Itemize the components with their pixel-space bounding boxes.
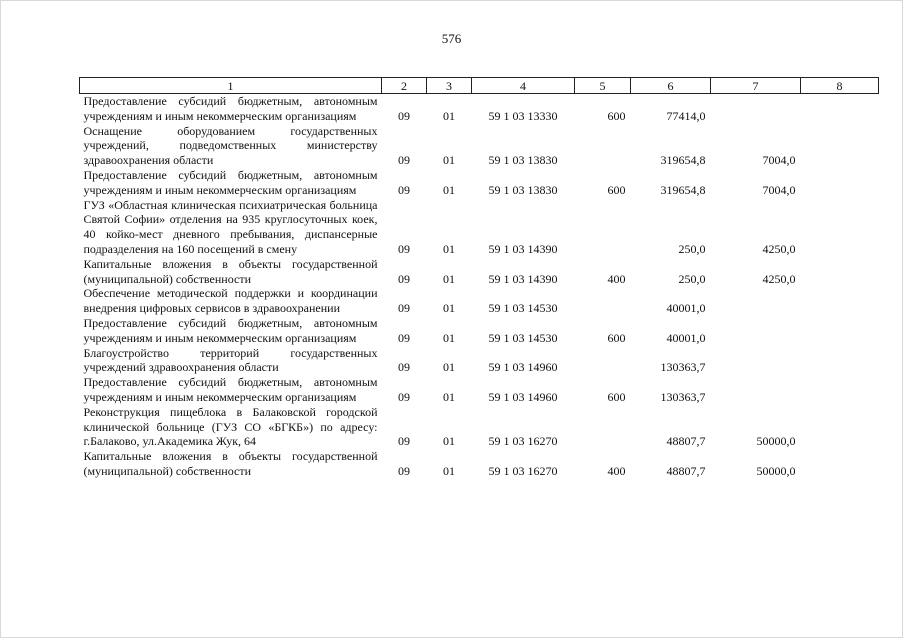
header-col-6: 6 xyxy=(631,78,711,94)
row-target-article: 59 1 03 16270 xyxy=(488,463,558,478)
row-amount-6: 250,0 xyxy=(678,271,706,286)
header-col-7: 7 xyxy=(711,78,801,94)
row-target-article: 59 1 03 16270 xyxy=(488,434,558,449)
row-name: ГУЗ «Областная клиническая психиатрическая больница Святой Софии» отделения на 935 круглосуточных коек, 40 койко-мест дневного пребывания, диспансерные подразделения на 160 посещений в смену xyxy=(83,197,378,256)
row-amount-7: 7004,0 xyxy=(762,182,796,197)
row-subsection: 01 xyxy=(443,301,455,316)
row-subsection: 01 xyxy=(443,241,455,256)
row-expense-type: 600 xyxy=(607,330,626,345)
row-expense-type xyxy=(575,346,631,376)
row-target-article: 59 1 03 13830 xyxy=(488,182,558,197)
row-amount-6: 77414,0 xyxy=(666,108,706,123)
row-amount-6: 130363,7 xyxy=(660,389,706,404)
row-section: 09 xyxy=(398,271,410,286)
row-expense-type: 600 xyxy=(607,108,626,123)
row-amount-7 xyxy=(711,346,801,376)
table-row xyxy=(80,198,879,257)
row-section: 09 xyxy=(398,301,410,316)
row-amount-7: 50000,0 xyxy=(756,434,796,449)
row-target-article: 59 1 03 13830 xyxy=(488,153,558,168)
row-amount-6: 48807,7 xyxy=(666,434,706,449)
header-col-8: 8 xyxy=(801,78,879,94)
row-expense-type: 400 xyxy=(607,271,626,286)
row-expense-type xyxy=(575,124,631,168)
table-row xyxy=(80,286,879,316)
row-amount-7 xyxy=(711,375,801,405)
row-amount-8 xyxy=(801,316,879,346)
row-target-article: 59 1 03 14390 xyxy=(488,241,558,256)
row-target-article: 59 1 03 14960 xyxy=(488,360,558,375)
row-amount-7: 4250,0 xyxy=(762,241,796,256)
row-subsection: 01 xyxy=(443,271,455,286)
row-target-article: 59 1 03 14530 xyxy=(488,330,558,345)
row-expense-type: 400 xyxy=(607,463,626,478)
row-section: 09 xyxy=(398,330,410,345)
header-row xyxy=(80,78,879,94)
row-expense-type xyxy=(575,405,631,449)
row-name: Капитальные вложения в объекты государственной (муниципальной) собственности xyxy=(83,449,378,478)
table-row xyxy=(80,94,879,124)
header-col-4: 4 xyxy=(472,78,575,94)
row-amount-7: 7004,0 xyxy=(762,153,796,168)
row-amount-6: 40001,0 xyxy=(666,330,706,345)
row-amount-8 xyxy=(801,286,879,316)
row-name: Предоставление субсидий бюджетным, автономным учреждениям и иным некоммерческим организациям xyxy=(83,375,378,404)
row-name: Предоставление субсидий бюджетным, автономным учреждениям и иным некоммерческим организациям xyxy=(83,315,378,345)
row-amount-8 xyxy=(801,346,879,376)
table-row xyxy=(80,316,879,346)
row-expense-type: 600 xyxy=(607,389,626,404)
row-amount-8 xyxy=(801,198,879,257)
table-row xyxy=(80,405,879,449)
header-col-2: 2 xyxy=(382,78,427,94)
header-col-3: 3 xyxy=(427,78,472,94)
row-subsection: 01 xyxy=(443,463,455,478)
row-subsection: 01 xyxy=(443,330,455,345)
row-name: Капитальные вложения в объекты государственной (муниципальной) собственности xyxy=(83,256,378,286)
row-section: 09 xyxy=(398,182,410,197)
row-name: Оснащение оборудованием государственных учреждений, подведомственных министерству здравоохранения области xyxy=(83,123,378,168)
table-header xyxy=(80,78,879,94)
row-amount-6: 40001,0 xyxy=(666,301,706,316)
row-amount-6: 130363,7 xyxy=(660,360,706,375)
row-subsection: 01 xyxy=(443,360,455,375)
row-amount-8 xyxy=(801,168,879,198)
budget-table xyxy=(79,77,879,479)
row-amount-8 xyxy=(801,257,879,287)
header-col-5: 5 xyxy=(575,78,631,94)
row-amount-8 xyxy=(801,449,879,479)
row-amount-6: 48807,7 xyxy=(666,463,706,478)
row-section: 09 xyxy=(398,389,410,404)
row-amount-6: 319654,8 xyxy=(660,182,706,197)
page-number: 576 xyxy=(441,31,462,46)
row-section: 09 xyxy=(398,463,410,478)
table-row xyxy=(80,168,879,198)
row-target-article: 59 1 03 13330 xyxy=(488,108,558,123)
row-amount-6: 319654,8 xyxy=(660,153,706,168)
row-subsection: 01 xyxy=(443,153,455,168)
row-amount-7 xyxy=(711,286,801,316)
row-expense-type xyxy=(575,198,631,257)
table-row xyxy=(80,124,879,168)
row-section: 09 xyxy=(398,360,410,375)
table-row xyxy=(80,375,879,405)
row-expense-type xyxy=(575,286,631,316)
row-amount-8 xyxy=(801,375,879,405)
row-subsection: 01 xyxy=(443,108,455,123)
header-col-1: 1 xyxy=(80,78,382,94)
table-body xyxy=(80,94,879,479)
row-subsection: 01 xyxy=(443,434,455,449)
row-subsection: 01 xyxy=(443,182,455,197)
row-amount-7 xyxy=(711,94,801,124)
table-row xyxy=(80,346,879,376)
row-section: 09 xyxy=(398,434,410,449)
row-section: 09 xyxy=(398,153,410,168)
row-name: Реконструкция пищеблока в Балаковской городской клинической больнице (ГУЗ СО «БГКБ») по адресу: г.Балаково, ул.Академика Жук, 64 xyxy=(83,404,378,449)
row-name: Обеспечение методической поддержки и координации внедрения цифровых сервисов в здравоохранении xyxy=(83,286,378,316)
row-expense-type: 600 xyxy=(607,182,626,197)
row-amount-7: 4250,0 xyxy=(762,271,796,286)
row-subsection: 01 xyxy=(443,389,455,404)
row-amount-8 xyxy=(801,94,879,124)
row-target-article: 59 1 03 14390 xyxy=(488,271,558,286)
row-amount-8 xyxy=(801,124,879,168)
row-name: Предоставление субсидий бюджетным, автономным учреждениям и иным некоммерческим организациям xyxy=(83,94,378,123)
row-amount-8 xyxy=(801,405,879,449)
row-amount-7 xyxy=(711,316,801,346)
table-row xyxy=(80,257,879,287)
row-name: Благоустройство территорий государственных учреждений здравоохранения области xyxy=(83,345,378,375)
row-name: Предоставление субсидий бюджетным, автономным учреждениям и иным некоммерческим организациям xyxy=(83,167,378,197)
row-target-article: 59 1 03 14960 xyxy=(488,389,558,404)
row-section: 09 xyxy=(398,241,410,256)
row-target-article: 59 1 03 14530 xyxy=(488,301,558,316)
row-section: 09 xyxy=(398,108,410,123)
row-amount-7: 50000,0 xyxy=(756,463,796,478)
table-row xyxy=(80,449,879,479)
row-amount-6: 250,0 xyxy=(678,241,706,256)
